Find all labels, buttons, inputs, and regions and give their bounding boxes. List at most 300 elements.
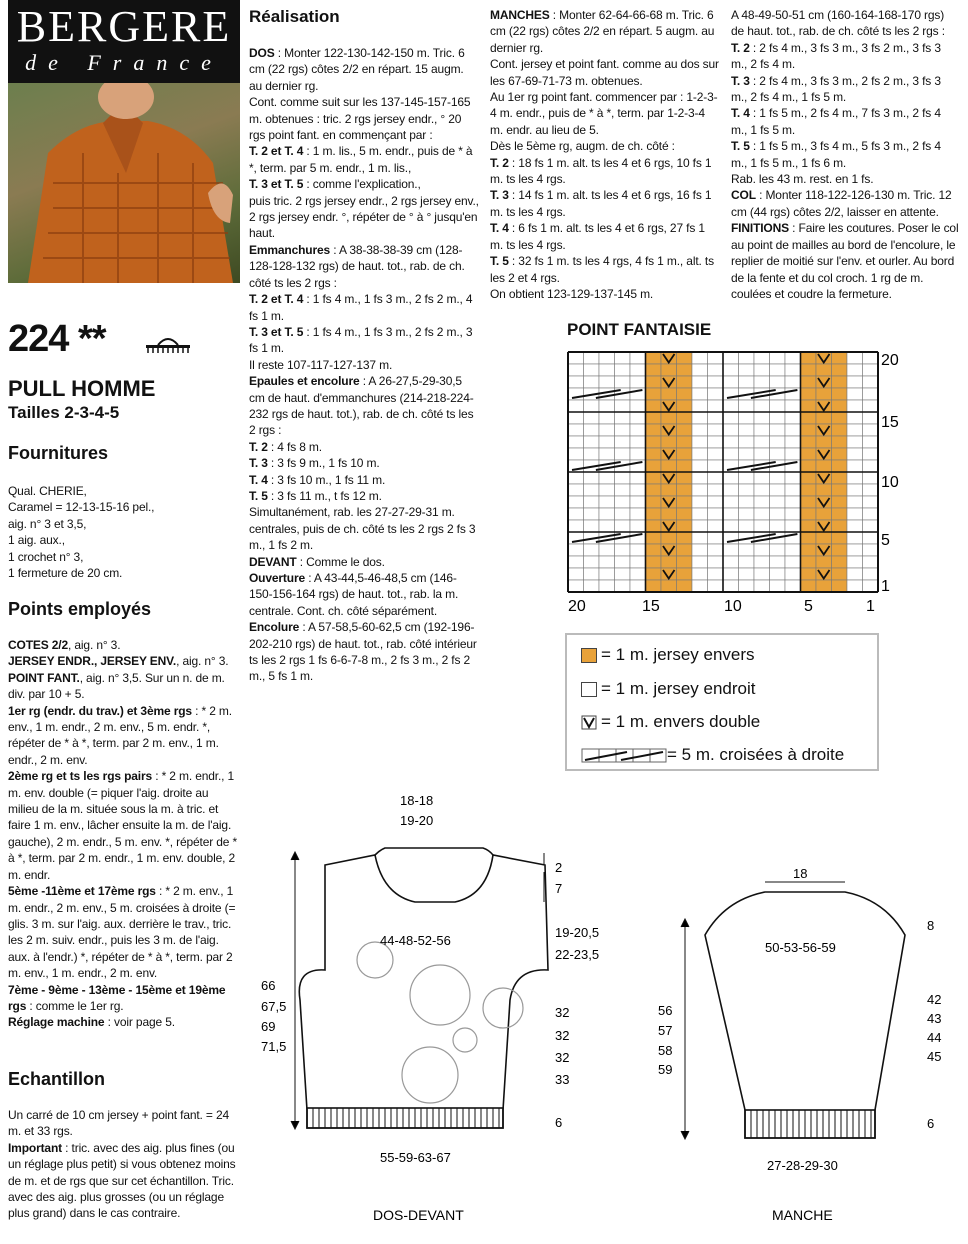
chart-cell	[677, 472, 693, 484]
chart-cell	[847, 472, 863, 484]
realisation-paragraph: Encolure : A 57-58,5-60-62,5 cm (192-196-202-210 rgs) de haut. tot., rab. côté intérieur ts les 2 rgs 1 fs 6-6-7-8 m., 2 fs 3 m., 2 fs 2 m., 5 fs 1 m.	[249, 620, 477, 684]
chart-cell	[661, 508, 677, 520]
manches_col1-paragraph: T. 5 : 32 fs 1 m. ts les 4 rgs, 4 fs 1 m., alt. ts les 2 et 4 rgs.	[490, 254, 714, 285]
chart-cell	[739, 436, 755, 448]
chart-cell	[723, 556, 739, 568]
manche-right-44: 44	[927, 1030, 942, 1045]
chart-cell	[832, 400, 848, 412]
chart-cell	[677, 532, 693, 544]
chart-cell	[692, 388, 708, 400]
col-label-10: 10	[724, 598, 742, 615]
chart-cell	[692, 376, 708, 388]
chart-cell	[739, 448, 755, 460]
chart-cell	[847, 448, 863, 460]
legend-double-text: = 1 m. envers double	[601, 712, 761, 731]
chart-cell	[754, 424, 770, 436]
chart-cell	[754, 544, 770, 556]
chart-cell	[630, 556, 646, 568]
brand-line1: BERGERE	[16, 2, 232, 51]
chart-cell	[770, 436, 786, 448]
chart-cell	[723, 472, 739, 484]
chart-cell	[816, 412, 832, 424]
chart-cell	[584, 364, 600, 376]
chart-cell	[739, 364, 755, 376]
chart-cell	[832, 460, 848, 472]
chart-cell	[801, 448, 817, 460]
col-label-5: 5	[804, 598, 813, 615]
chart-cell	[847, 400, 863, 412]
chart-cell	[847, 436, 863, 448]
chart-cell	[599, 472, 615, 484]
chart-cell	[754, 472, 770, 484]
schema-manche	[655, 860, 955, 1230]
dos-right-7: 7	[555, 881, 563, 896]
chart-cell	[692, 496, 708, 508]
fourniture-line: 1 aig. aux.,	[8, 533, 65, 548]
manche-right-6: 6	[927, 1116, 935, 1131]
chart-cell	[677, 364, 693, 376]
chart-cell	[646, 424, 662, 436]
realisation-paragraph: T. 3 et T. 5 : comme l'explication.,	[249, 177, 421, 192]
manche-left-58: 58	[658, 1043, 673, 1058]
chart-cell	[863, 484, 879, 496]
chart-cell	[723, 520, 739, 532]
chart-cell	[770, 424, 786, 436]
chart-cell	[801, 424, 817, 436]
manche-top: 18	[793, 866, 808, 881]
chart-cell	[615, 436, 631, 448]
chart-cell	[630, 400, 646, 412]
chart-cell	[863, 496, 879, 508]
chart-cell	[584, 472, 600, 484]
legend-cable	[581, 745, 844, 765]
fournitures-heading: Fournitures	[8, 443, 109, 463]
chart-cell	[785, 544, 801, 556]
chart-cell	[863, 412, 879, 424]
dos-left-71: 71,5	[261, 1039, 287, 1054]
manche-left-57: 57	[658, 1023, 673, 1038]
chart-cell	[785, 424, 801, 436]
chart-cell	[584, 424, 600, 436]
chart-cell	[832, 520, 848, 532]
chart-cell	[739, 376, 755, 388]
chart-cell	[646, 448, 662, 460]
chart-cell	[599, 520, 615, 532]
points-paragraph: 7ème - 9ème - 13ème - 15ème et 19ème rgs : comme le 1er rg.	[8, 982, 226, 1013]
chart-cell	[584, 580, 600, 592]
chart-cell	[692, 364, 708, 376]
realisation-paragraph: Epaules et encolure : A 26-27,5-29-30,5 cm de haut. d'emmanchures (214-218-224-232 rgs de haut. tot.), rab. de ch. côté ts les 2 rgs :	[249, 374, 474, 438]
chart-cell	[863, 460, 879, 472]
chart-cell	[723, 448, 739, 460]
chart-cell	[630, 580, 646, 592]
manche-right-43: 43	[927, 1011, 942, 1026]
chart-cell	[661, 364, 677, 376]
difficulty-icon	[144, 333, 192, 360]
chart-cell	[863, 508, 879, 520]
chart-cell	[739, 472, 755, 484]
echantillon-paragraph: Un carré de 10 cm jersey + point fant. = 24 m. et 33 rgs.	[8, 1108, 230, 1139]
chart-cell	[708, 472, 724, 484]
legend-knit-text: = 1 m. jersey endroit	[601, 679, 756, 698]
chart-cell	[832, 580, 848, 592]
model-title: PULL HOMME	[8, 376, 156, 401]
chart-cell	[801, 400, 817, 412]
chart-cell	[847, 580, 863, 592]
chart-cell	[599, 364, 615, 376]
points-paragraph: POINT FANT., aig. n° 3,5. Sur un n. de m. div. par 10 + 5.	[8, 670, 225, 702]
model-number: 224 **	[8, 318, 106, 360]
chart-cell	[692, 460, 708, 472]
chart-cell	[708, 460, 724, 472]
chart-cell	[646, 496, 662, 508]
chart-cell	[801, 568, 817, 580]
chart-cell	[816, 364, 832, 376]
chart-cell	[785, 448, 801, 460]
manches_col2-paragraph: Rab. les 43 m. rest. en 1 fs.	[731, 172, 874, 187]
chart-cell	[723, 376, 739, 388]
chart-cell	[754, 448, 770, 460]
chart-cell	[801, 556, 817, 568]
dim-arrows	[291, 852, 544, 1129]
chart-cell	[863, 424, 879, 436]
chart-cell	[599, 556, 615, 568]
manche-width-top: 50-53-56-59	[765, 940, 836, 955]
chart-cell	[630, 352, 646, 364]
chart-cell	[615, 556, 631, 568]
chart-cell	[615, 580, 631, 592]
chart-cell	[661, 484, 677, 496]
chart-cell	[677, 352, 693, 364]
brand-line2: de France	[25, 50, 223, 75]
chart-cell	[677, 424, 693, 436]
chart-cell	[568, 364, 584, 376]
chart-cell	[692, 556, 708, 568]
chart-cell	[785, 580, 801, 592]
chart-cell	[630, 364, 646, 376]
legend-double	[581, 712, 760, 732]
chart-cell	[599, 484, 615, 496]
points-paragraph: COTES 2/2, aig. n° 3.	[8, 638, 121, 652]
chart-cell	[708, 436, 724, 448]
chart-cell	[801, 544, 817, 556]
chart-cell	[785, 520, 801, 532]
chart-cell	[630, 424, 646, 436]
chart-cell	[785, 364, 801, 376]
chart-cell	[677, 448, 693, 460]
chart-cell	[754, 568, 770, 580]
chart-cell	[847, 484, 863, 496]
chart-cell	[661, 388, 677, 400]
echantillon-paragraph: Important : tric. avec des aig. plus fines (ou un réglage plus petit) si vous obtenez moins de m. et de rgs que sur cet échantillon. Tric. avec des aig. plus grosses (ou un réglage plus grand) dans le cas contraire.	[8, 1140, 236, 1221]
chart-cell	[661, 556, 677, 568]
chart-cell	[785, 556, 801, 568]
chart-cell	[723, 544, 739, 556]
chart-cell	[615, 472, 631, 484]
chart-cell	[568, 580, 584, 592]
col-label-15: 15	[642, 598, 660, 615]
chart-cell	[770, 448, 786, 460]
chart-cell	[723, 412, 739, 424]
manches_col2-paragraph: A 48-49-50-51 cm (160-164-168-170 rgs) de haut. tot., rab. de ch. côté ts les 2 rgs :	[731, 8, 945, 39]
chart-cell	[739, 352, 755, 364]
chart-cell	[770, 580, 786, 592]
chart-cell	[816, 508, 832, 520]
chart-cell	[832, 532, 848, 544]
chart-cell	[615, 400, 631, 412]
points-text	[8, 637, 240, 1031]
manche-left-56: 56	[658, 1003, 673, 1018]
chart-cell	[615, 364, 631, 376]
chart-cell	[568, 556, 584, 568]
chart-cell	[754, 352, 770, 364]
model-photo	[8, 83, 240, 283]
col-label-20: 20	[568, 598, 586, 615]
fourniture-line: 1 fermeture de 20 cm.	[8, 566, 123, 581]
chart-cell	[863, 568, 879, 580]
chart-cell	[630, 436, 646, 448]
chart-cell	[584, 496, 600, 508]
chart-cell	[816, 580, 832, 592]
chart-cell	[568, 400, 584, 412]
chart-cell	[863, 520, 879, 532]
chart-cell	[785, 352, 801, 364]
chart-cell	[708, 568, 724, 580]
chart-cell	[847, 520, 863, 532]
purl-swatch	[581, 648, 597, 663]
manches_col2-paragraph: T. 5 : 1 fs 5 m., 3 fs 4 m., 5 fs 3 m., 2 fs 4 m., 1 fs 5 m., 1 fs 6 m.	[731, 139, 941, 170]
chart-cell	[723, 400, 739, 412]
chart-cell	[646, 484, 662, 496]
chart-cell	[615, 496, 631, 508]
realisation-paragraph: T. 3 et T. 5 : 1 fs 4 m., 1 fs 3 m., 2 fs 2 m., 3 fs 1 m.	[249, 324, 473, 356]
row-label-5: 5	[881, 532, 890, 549]
chart-cell	[568, 424, 584, 436]
chart-cell	[785, 472, 801, 484]
dos-left-69: 69	[261, 1019, 276, 1034]
chart-cell	[816, 460, 832, 472]
chart-cell	[692, 412, 708, 424]
chart-cell	[770, 484, 786, 496]
manches-text-col2	[731, 7, 959, 302]
chart-cell	[723, 364, 739, 376]
chart-cell	[847, 556, 863, 568]
chart-cell	[739, 568, 755, 580]
chart-cell	[677, 556, 693, 568]
chart-cell	[785, 400, 801, 412]
chart-cell	[801, 580, 817, 592]
points-paragraph: Réglage machine : voir page 5.	[8, 1015, 175, 1030]
chart-cell	[568, 508, 584, 520]
dos-right-2: 2	[555, 860, 563, 875]
chart-cell	[677, 436, 693, 448]
manche-right-42: 42	[927, 992, 942, 1007]
dos-width-chest: 44-48-52-56	[380, 933, 451, 948]
dos-width-bottom: 55-59-63-67	[380, 1150, 451, 1165]
realisation-paragraph: DEVANT : Comme le dos.	[249, 554, 385, 569]
chart-cell	[847, 568, 863, 580]
chart-cell	[739, 424, 755, 436]
dos-left-66: 66	[261, 978, 276, 993]
chart-cell	[584, 544, 600, 556]
chart-cell	[646, 556, 662, 568]
realisation-paragraph: Simultanément, rab. les 27-27-29-31 m. centrales, puis de ch. côté ts les 2 rgs 2 fs 3 m., 1 fs 2 m.	[249, 505, 476, 553]
chart-cell	[584, 400, 600, 412]
chart-cell	[646, 412, 662, 424]
chart-cell	[708, 352, 724, 364]
chart-cell	[863, 448, 879, 460]
manches_col1-paragraph: T. 2 : 18 fs 1 m. alt. ts les 4 et 6 rgs, 10 fs 1 m. ts les 4 rgs.	[490, 155, 712, 187]
chart-cell	[708, 388, 724, 400]
chart-cell	[599, 400, 615, 412]
chart-cell	[599, 448, 615, 460]
chart-cell	[863, 364, 879, 376]
chart-cell	[630, 448, 646, 460]
manche-label: MANCHE	[772, 1207, 833, 1223]
chart-cell	[801, 508, 817, 520]
chart-cell	[754, 484, 770, 496]
chart-cell	[801, 352, 817, 364]
chart-cell	[599, 424, 615, 436]
knit-swatch	[581, 682, 597, 697]
chart-cell	[646, 460, 662, 472]
chart-cell	[739, 520, 755, 532]
chart-cell	[692, 424, 708, 436]
points-heading: Points employés	[8, 599, 152, 619]
chart-cell	[630, 520, 646, 532]
chart-cell	[832, 544, 848, 556]
chart-cell	[646, 376, 662, 388]
chart-title: POINT FANTAISIE	[567, 320, 712, 339]
chart-cell	[739, 508, 755, 520]
chart-cell	[739, 484, 755, 496]
chart-cell	[816, 388, 832, 400]
fournitures-list	[8, 483, 240, 581]
chart-cell	[832, 376, 848, 388]
chart-cell	[630, 568, 646, 580]
chart-cell	[661, 436, 677, 448]
manches_col2-paragraph: T. 2 : 2 fs 4 m., 3 fs 3 m., 3 fs 2 m., 3 fs 3 m., 2 fs 4 m.	[731, 40, 941, 72]
chart-cell	[847, 364, 863, 376]
legend-purl-text: = 1 m. jersey envers	[601, 645, 755, 664]
manche-width-bottom: 27-28-29-30	[767, 1158, 838, 1173]
chart-cell	[708, 508, 724, 520]
manches_col1-paragraph: Au 1er rg point fant. commencer par : 1-2-3-4 m. endr., puis de * à *, term. par 1-2-3-4 m. endr. au lieu de 5.	[490, 90, 718, 137]
chart-cell	[847, 412, 863, 424]
chart-cell	[584, 412, 600, 424]
points-paragraph: JERSEY ENDR., JERSEY ENV., aig. n° 3.	[8, 654, 229, 669]
chart-cell	[754, 496, 770, 508]
chart-cell	[692, 400, 708, 412]
chart-cell	[847, 496, 863, 508]
chart-cell	[832, 412, 848, 424]
chart-cell	[785, 376, 801, 388]
chart-cell	[816, 484, 832, 496]
manche-arrows	[681, 882, 845, 1139]
chart-cell	[723, 424, 739, 436]
row-label-15: 15	[881, 414, 899, 431]
chart-cell	[615, 568, 631, 580]
realisation-paragraph: Il reste 107-117-127-137 m.	[249, 357, 393, 372]
chart-cell	[754, 436, 770, 448]
chart-cell	[770, 544, 786, 556]
chart-cell	[770, 400, 786, 412]
row-label-1: 1	[881, 578, 890, 595]
chart-cell	[692, 544, 708, 556]
chart-cell	[615, 520, 631, 532]
chart-cell	[568, 496, 584, 508]
chart-cell	[646, 352, 662, 364]
chart-cell	[723, 436, 739, 448]
chart-cell	[646, 568, 662, 580]
chart-cell	[754, 520, 770, 532]
chart-cell	[646, 532, 662, 544]
dos-right-6: 6	[555, 1115, 563, 1130]
manches_col1-paragraph: T. 3 : 14 fs 1 m. alt. ts les 4 et 6 rgs, 16 fs 1 m. ts les 4 rgs.	[490, 188, 712, 219]
col-label-1: 1	[866, 598, 875, 615]
chart-cell	[863, 580, 879, 592]
chart-cell	[863, 556, 879, 568]
chart-cell	[646, 364, 662, 376]
row-label-20: 20	[881, 352, 899, 369]
chart-cell	[863, 376, 879, 388]
chart-cell	[832, 388, 848, 400]
chart-cell	[816, 532, 832, 544]
fourniture-line: aig. n° 3 et 3,5,	[8, 516, 87, 531]
chart-cell	[754, 580, 770, 592]
manches_col2-paragraph: FINITIONS : Faire les coutures. Poser le col au point de mailles au bord de l'encolure, le replier de moitié sur l'env. et ourler. Au bord de la fente et du col croch. 1 rg de m. coulées et coudre la fermeture.	[731, 221, 959, 301]
legend-purl	[581, 645, 755, 665]
chart-cell	[615, 484, 631, 496]
chart-cell	[770, 352, 786, 364]
chart-cell	[801, 532, 817, 544]
chart-cell	[832, 568, 848, 580]
chart-cell	[723, 484, 739, 496]
manche-left-59: 59	[658, 1062, 673, 1077]
chart-cell	[615, 376, 631, 388]
chart-cell	[692, 472, 708, 484]
chart-cell	[692, 448, 708, 460]
chart-cell	[801, 472, 817, 484]
chart-cell	[832, 556, 848, 568]
chart-cell	[770, 508, 786, 520]
chart-cell	[847, 388, 863, 400]
chart-cell	[863, 544, 879, 556]
fourniture-line: Qual. CHERIE,	[8, 484, 87, 498]
chart-cell	[708, 484, 724, 496]
realisation-paragraph: T. 2 et T. 4 : 1 fs 4 m., 1 fs 3 m., 2 fs 2 m., 4 fs 1 m.	[249, 292, 473, 323]
chart-cell	[739, 544, 755, 556]
points-paragraph: 2ème rg et ts les rgs pairs : * 2 m. endr., 1 m. env. double (= piquer l'aig. droite au milieu de la m. située sous la m. à tric. et faire 1 m. env., lâcher ensuite la m. de l'aig. gauche), 2 m. endr., 5 m. env. *, répéter de * à *, term. par 2 m. endr., 1 m. env. double, 2 m. endr.	[8, 769, 238, 882]
realisation-paragraph: Ouverture : A 43-44,5-46-48,5 cm (146-150-156-164 rgs) de haut. tot., rab. la m. centrale. Cont. ch. côté séparément.	[249, 571, 459, 618]
chart-cell	[692, 508, 708, 520]
chart-cell	[646, 544, 662, 556]
chart-cell	[584, 520, 600, 532]
chart-cell	[584, 352, 600, 364]
chart-cell	[723, 508, 739, 520]
chart-cell	[599, 376, 615, 388]
chart-cell	[646, 472, 662, 484]
model-sizes: Tailles 2-3-4-5	[8, 403, 120, 422]
chart-cell	[692, 484, 708, 496]
chart-cell	[785, 508, 801, 520]
chart-cell	[568, 412, 584, 424]
chart-cell	[630, 472, 646, 484]
chart-cell	[646, 520, 662, 532]
snowflake-motif	[357, 942, 523, 1103]
chart-cell	[615, 544, 631, 556]
chart-cell	[847, 544, 863, 556]
